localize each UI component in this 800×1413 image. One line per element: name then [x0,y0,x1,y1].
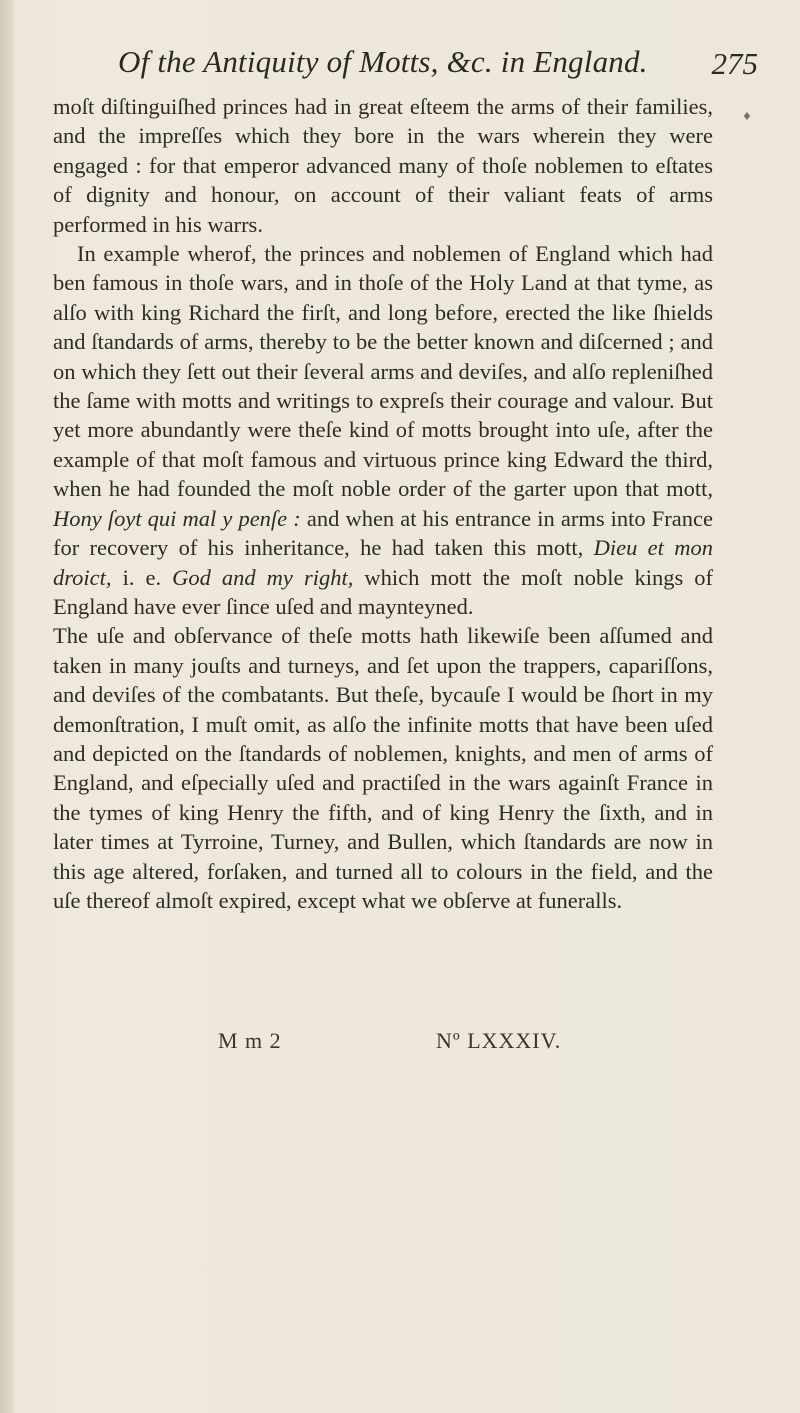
paragraph-3-text: The uſe and obſervance of theſe motts hath likewiſe been aſſumed and taken in many jouſts and turneys, and ſet upon the trappers, capariſſons, and deviſes of the combatants. But theſe, bycauſe I would be ſhort in my demonſtration, I muſt omit, as alſo the infinite motts that have been uſed and depicted on the ſtandards of noblemen, knights, and men of arms of England, and eſpecially uſed and practiſed in the wars againſt France in the tymes of king Henry the fifth, and of king Henry the ſixth, and in later times at Tyrroine, Turney, and Bullen, which ſtandards are now in this age altered, forſaken, and turned all to colours in the field, and the uſe thereof almoſt expired, except what we obſerve at funeralls. [53,623,713,913]
page-number: 275 [711,46,758,81]
running-title: Of the Antiquity of Motts, &c. in England. [118,44,648,79]
page-header [118,40,758,88]
motto-translation: God and my right, [172,564,354,590]
page-gutter [0,0,14,1413]
margin-ornament: ♦ [742,110,752,123]
paragraph-1 [53,92,713,239]
motto-dieu-et-mon-droit: Dieu et mon droict, [53,535,713,590]
motto-garter: Hony ſoyt qui mal y penſe : [53,505,301,531]
paragraph-2 [53,239,713,621]
paragraph-2-text-a: In example wherof, the princes and noblemen of England which had ben famous in thoſe wars, and in thoſe of the Holy Land at that tyme, as alſo with king Richard the firſt, and long before, erected the like ſhields and ſtandards of arms, thereby to be the better known and diſcerned ; and on which they ſett out their ſeveral arms and deviſes, and alſo repleniſhed the ſame with motts and writings to expreſs their courage and valour. But yet more abundantly were theſe kind of motts brought into uſe, after the example of that moſt famous and virtuous prince king Edward the third, when he had founded the moſt noble order of the garter upon that mott, [53,241,713,502]
page-footer [218,1028,718,1064]
paragraph-3 [53,621,713,915]
paragraph-2-text-c: i. e. [111,564,173,590]
signature-mark: M m 2 [218,1028,282,1053]
catchword-number: Nº LXXXIV. [436,1028,562,1053]
paragraph-2-text-b: and when at his entrance in arms into France for recovery of his inheritance, he had taken this mott, [53,505,713,561]
paragraph-1-text: moſt diſtinguiſhed princes had in great eſteem the arms of their families, and the impreſſes which they bore in the wars wherein they were engaged : for that emperor advanced many of thoſe noblemen to eſtates of dignity and honour, on account of their valiant feats of arms performed in his warrs. [53,94,713,237]
paragraph-2-text-d: which mott the moſt noble kings of England have ever ſince uſed and maynteyned. [53,564,713,619]
body-text [53,92,713,915]
